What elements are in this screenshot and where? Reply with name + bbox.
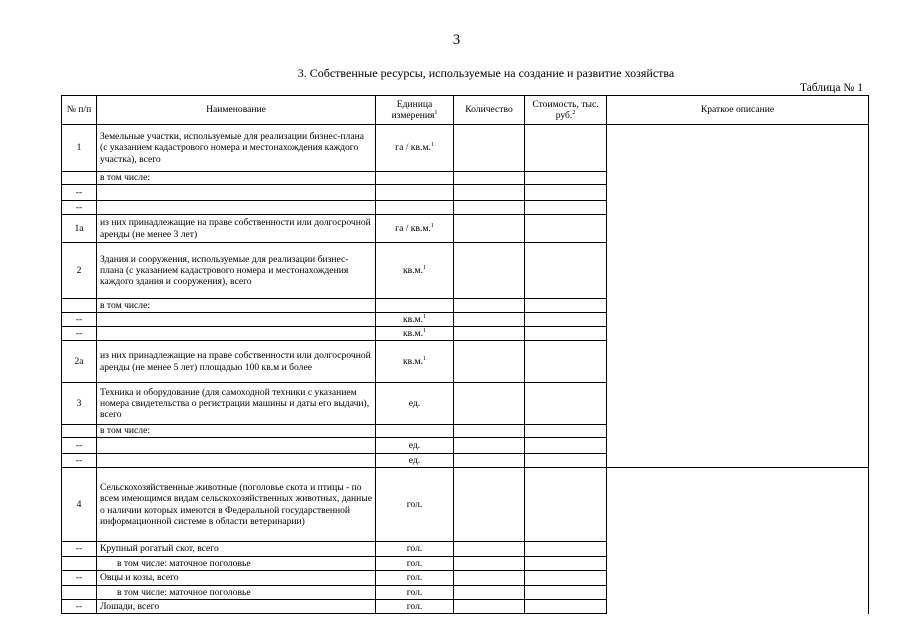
- header-name: Наименование: [97, 96, 376, 125]
- row-unit: [376, 586, 454, 600]
- row-number: [62, 299, 97, 313]
- row-name: Сельскохозяйственные животные (поголовье скота и птицы - по всем имеющимся видам сельскохозяйственных животных, данные о наличии которых имеются в Федеральной государственной информационной системе в области ветеринарии): [97, 468, 376, 542]
- row-unit-text: кв.м.: [402, 327, 424, 339]
- row-cost[interactable]: [525, 600, 607, 614]
- header-cost: [525, 96, 607, 125]
- row-name: в том числе:: [97, 425, 376, 438]
- row-unit-footnote: 1: [430, 222, 434, 229]
- row-quantity[interactable]: [454, 299, 525, 313]
- row-name: в том числе:: [97, 172, 376, 185]
- row-cost[interactable]: [525, 299, 607, 313]
- row-name: Овцы и козы, всего: [97, 571, 376, 586]
- row-name: [97, 313, 376, 327]
- row-quantity[interactable]: [454, 327, 525, 341]
- header-num: № п/п: [62, 96, 97, 125]
- row-number: [62, 586, 97, 600]
- row-cost[interactable]: [525, 586, 607, 600]
- row-number: 1: [62, 125, 97, 172]
- row-quantity[interactable]: [454, 438, 525, 454]
- row-number: --: [62, 571, 97, 586]
- row-cost[interactable]: [525, 341, 607, 383]
- row-unit-footnote: 1: [430, 142, 434, 149]
- row-cost[interactable]: [525, 215, 607, 243]
- row-name: Здания и сооружения, используемые для реализации бизнес-плана (с указанием кадастрового номера и местонахождения каждого здания и сооружения), всего: [97, 243, 376, 299]
- row-cost[interactable]: [525, 542, 607, 557]
- row-number: 1а: [62, 215, 97, 243]
- row-number: 4: [62, 468, 97, 542]
- row-name: в том числе:: [97, 299, 376, 313]
- row-quantity[interactable]: [454, 454, 525, 468]
- row-unit-text: га / кв.м.: [395, 222, 431, 234]
- row-quantity[interactable]: [454, 600, 525, 614]
- row-cost[interactable]: [525, 383, 607, 425]
- header-qty: Количество: [454, 96, 525, 125]
- row-unit: [376, 125, 454, 172]
- row-unit-text: гол.: [406, 543, 423, 555]
- row-unit-text: га / кв.м.: [395, 142, 431, 154]
- row-name: [97, 454, 376, 468]
- row-number: [62, 557, 97, 571]
- row-unit: [376, 542, 454, 557]
- row-name: Крупный рогатый скот, всего: [97, 542, 376, 557]
- row-unit-text: кв.м.: [402, 313, 424, 325]
- table-label: Таблица № 1: [799, 82, 863, 94]
- header-unit-text: Единица измерения: [391, 98, 435, 121]
- row-unit-text: кв.м.: [402, 264, 424, 276]
- row-number: 3: [62, 383, 97, 425]
- row-quantity[interactable]: [454, 185, 525, 201]
- row-quantity[interactable]: [454, 201, 525, 215]
- row-unit: [376, 468, 454, 542]
- row-unit-text: кв.м.: [402, 355, 424, 367]
- row-name: [97, 185, 376, 201]
- row-quantity[interactable]: [454, 341, 525, 383]
- header-cost-footnote: 2: [572, 109, 576, 116]
- row-unit: [376, 341, 454, 383]
- row-description[interactable]: [607, 468, 869, 614]
- row-number: --: [62, 600, 97, 614]
- row-name: [97, 438, 376, 454]
- row-cost[interactable]: [525, 571, 607, 586]
- row-number: --: [62, 454, 97, 468]
- row-unit: [376, 215, 454, 243]
- row-name: [97, 201, 376, 215]
- row-quantity[interactable]: [454, 383, 525, 425]
- row-number: --: [62, 327, 97, 341]
- row-number: [62, 425, 97, 438]
- row-number: --: [62, 438, 97, 454]
- row-unit: [376, 185, 454, 201]
- row-number: 2а: [62, 341, 97, 383]
- row-quantity[interactable]: [454, 425, 525, 438]
- row-quantity[interactable]: [454, 557, 525, 571]
- table-row: [62, 125, 869, 172]
- row-name: Земельные участки, используемые для реализации бизнес-плана (с указанием кадастрового номера и местонахождения каждого участка), всего: [97, 125, 376, 172]
- row-unit: [376, 438, 454, 454]
- row-unit: [376, 327, 454, 341]
- row-name: Лошади, всего: [97, 600, 376, 614]
- row-number: 2: [62, 243, 97, 299]
- row-quantity[interactable]: [454, 571, 525, 586]
- row-cost[interactable]: [525, 468, 607, 542]
- row-unit-text: ед.: [408, 454, 421, 466]
- row-quantity[interactable]: [454, 215, 525, 243]
- row-cost[interactable]: [525, 557, 607, 571]
- table-header-row: [62, 96, 869, 125]
- row-name: [97, 327, 376, 341]
- row-unit-text: ед.: [408, 397, 421, 409]
- header-unit-footnote: 1: [434, 109, 438, 116]
- header-desc: Краткое описание: [607, 96, 869, 125]
- row-number: --: [62, 313, 97, 327]
- row-name: из них принадлежащие на праве собственности или долгосрочной аренды (не менее 5 лет) площадью 100 кв.м и более: [97, 341, 376, 383]
- row-quantity[interactable]: [454, 468, 525, 542]
- row-cost[interactable]: [525, 425, 607, 438]
- row-unit: [376, 383, 454, 425]
- row-number: --: [62, 542, 97, 557]
- row-unit: [376, 172, 454, 185]
- row-quantity[interactable]: [454, 313, 525, 327]
- row-quantity[interactable]: [454, 243, 525, 299]
- row-name: Техника и оборудование (для самоходной техники с указанием номера свидетельства о регистрации машины и даты его выдачи), всего: [97, 383, 376, 425]
- row-quantity[interactable]: [454, 542, 525, 557]
- table-row: [62, 468, 869, 542]
- row-unit-footnote: 1: [423, 355, 427, 362]
- row-unit-text: гол.: [406, 557, 423, 569]
- section-title: 3. Собственные ресурсы, используемые на создание и развитие хозяйства: [297, 66, 675, 80]
- row-unit-text: гол.: [406, 586, 423, 598]
- row-unit: [376, 425, 454, 438]
- row-name: в том числе: маточное поголовье: [97, 586, 376, 600]
- row-unit: [376, 243, 454, 299]
- row-number: --: [62, 201, 97, 215]
- row-unit-text: гол.: [406, 498, 423, 510]
- resources-table: [61, 95, 869, 614]
- row-unit-text: гол.: [406, 572, 423, 584]
- row-unit-text: гол.: [406, 600, 423, 612]
- row-unit: [376, 299, 454, 313]
- row-quantity[interactable]: [454, 586, 525, 600]
- row-unit: [376, 313, 454, 327]
- header-cost-text: Стоимость, тыс. руб.: [532, 98, 599, 121]
- row-cost[interactable]: [525, 243, 607, 299]
- row-cost[interactable]: [525, 201, 607, 215]
- row-cost[interactable]: [525, 454, 607, 468]
- row-cost[interactable]: [525, 185, 607, 201]
- row-name: из них принадлежащие на праве собственности или долгосрочной аренды (не менее 3 лет): [97, 215, 376, 243]
- row-name: в том числе: маточное поголовье: [97, 557, 376, 571]
- row-quantity[interactable]: [454, 125, 525, 172]
- row-cost[interactable]: [525, 125, 607, 172]
- row-unit-text: ед.: [408, 439, 421, 451]
- row-number: --: [62, 185, 97, 201]
- row-unit-footnote: 1: [423, 264, 427, 271]
- page-number: 3: [452, 32, 461, 48]
- row-unit: [376, 600, 454, 614]
- row-unit: [376, 557, 454, 571]
- row-unit: [376, 201, 454, 215]
- row-cost[interactable]: [525, 327, 607, 341]
- row-unit: [376, 454, 454, 468]
- row-unit-footnote: 1: [423, 327, 427, 334]
- row-cost[interactable]: [525, 313, 607, 327]
- header-unit: [376, 96, 454, 125]
- row-unit: [376, 571, 454, 586]
- row-unit-footnote: 1: [423, 313, 427, 320]
- row-cost[interactable]: [525, 172, 607, 185]
- row-cost[interactable]: [525, 438, 607, 454]
- row-number: [62, 172, 97, 185]
- row-quantity[interactable]: [454, 172, 525, 185]
- row-description[interactable]: [607, 125, 869, 468]
